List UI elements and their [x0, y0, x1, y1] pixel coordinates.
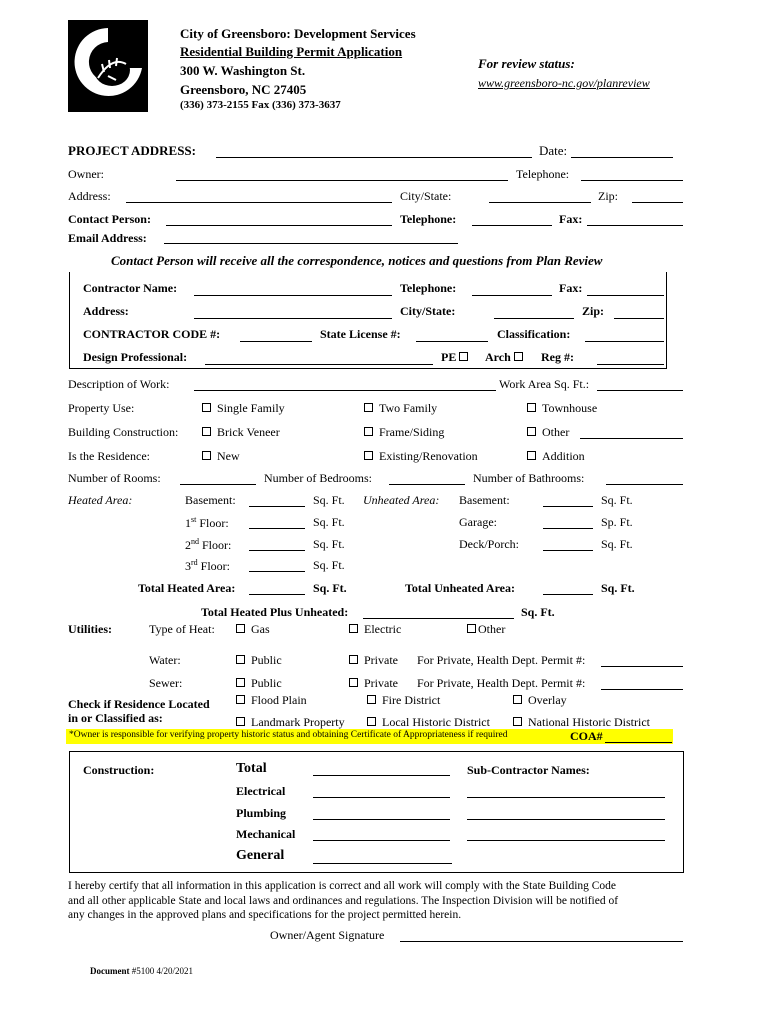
total-field[interactable] [313, 775, 450, 776]
certify-line-1: I hereby certify that all information in this application is correct and all work will comply with the State Building Code [68, 880, 617, 892]
contractor-name-label: Contractor Name: [83, 281, 178, 295]
subcontractor-label: Sub-Contractor Names: [467, 763, 590, 777]
contractor-code-field[interactable] [240, 341, 312, 342]
other-heat-checkbox[interactable] [467, 624, 476, 633]
plumbing-field[interactable] [313, 819, 450, 820]
total-plus-label: Total Heated Plus Unheated: [201, 605, 349, 619]
certify-line-2: and all other applicable State and local laws and ordinances and regulations. The Inspection Division will be notified of [68, 895, 619, 907]
plumbing-label: Plumbing [236, 806, 287, 820]
other-construction-field[interactable] [580, 438, 683, 439]
other-construction-option[interactable] [527, 425, 569, 440]
date-field[interactable] [571, 157, 673, 158]
contractor-fax-field[interactable] [587, 295, 664, 296]
contractor-code-label: CONTRACTOR CODE #: [83, 327, 221, 341]
arch-label: Arch [485, 350, 511, 364]
floor1-word: Floor: [199, 516, 229, 530]
garage-field[interactable] [543, 528, 593, 529]
two-family-label: Two Family [379, 401, 438, 415]
floor3-word: Floor: [200, 559, 231, 573]
sewer-public-label: Public [251, 676, 282, 690]
heat-type-label: Type of Heat: [149, 622, 215, 636]
signature-label: Owner/Agent Signature [270, 928, 385, 942]
located-label-1: Check if Residence Located [68, 697, 210, 711]
total-heated-unit: Sq. Ft. [313, 581, 347, 595]
description-field[interactable] [194, 390, 496, 391]
single-family-option[interactable] [202, 401, 285, 416]
new-checkbox[interactable] [202, 451, 211, 460]
coa-field[interactable] [605, 742, 672, 743]
contractor-name-field[interactable] [194, 295, 392, 296]
zip-field[interactable] [632, 202, 683, 203]
townhouse-label: Townhouse [542, 401, 598, 415]
townhouse-option[interactable] [527, 401, 597, 416]
plan-review-link[interactable]: www.greensboro-nc.gov/planreview [478, 76, 650, 90]
deck-unit: Sq. Ft. [601, 537, 633, 551]
other-heat-label: Other [478, 622, 506, 636]
flood-plain-checkbox[interactable] [236, 695, 245, 704]
contact-note: Contact Person will receive all the correspondence, notices and questions from Plan Review [111, 253, 603, 268]
contractor-telephone-label: Telephone: [400, 281, 457, 295]
org-city: Greensboro, NC 27405 [180, 82, 307, 97]
contractor-zip-label: Zip: [582, 304, 605, 318]
bathrooms-label: Number of Bathrooms: [473, 471, 585, 485]
fire-district-checkbox[interactable] [367, 695, 376, 704]
property-use-label: Property Use: [68, 401, 135, 415]
form-title: Residential Building Permit Application [180, 44, 403, 59]
bathrooms-field[interactable] [606, 484, 683, 485]
sewer-public-option[interactable] [236, 676, 282, 691]
contractor-city-label: City/State: [400, 304, 456, 318]
floor3-unit: Sq. Ft. [313, 558, 345, 572]
two-family-option[interactable] [364, 401, 437, 416]
electric-label: Electric [364, 622, 402, 636]
unheated-basement-unit: Sq. Ft. [601, 493, 633, 507]
email-label: Email Address: [68, 231, 147, 245]
owner-telephone-field[interactable] [581, 180, 683, 181]
fire-district-label: Fire District [382, 693, 441, 707]
coa-label: COA# [570, 729, 603, 743]
rooms-field[interactable] [180, 484, 256, 485]
flood-plain-label: Flood Plain [251, 693, 307, 707]
owner-telephone-label: Telephone: [516, 167, 570, 181]
floor3-number: 3 [185, 559, 191, 573]
electric-checkbox[interactable] [349, 624, 358, 633]
total-unheated-label: Total Unheated Area: [405, 581, 516, 595]
existing-checkbox[interactable] [364, 451, 373, 460]
total-plus-unit: Sq. Ft. [521, 605, 555, 619]
contact-person-label: Contact Person: [68, 212, 151, 226]
addition-label: Addition [542, 449, 585, 463]
document-id: #5100 4/20/2021 [131, 966, 194, 976]
floor3-field[interactable] [249, 571, 305, 572]
water-public-option[interactable] [236, 653, 282, 668]
water-private-option[interactable] [349, 653, 398, 668]
org-phones: (336) 373-2155 Fax (336) 373-3637 [180, 99, 341, 111]
gas-checkbox[interactable] [236, 624, 245, 633]
bedrooms-label: Number of Bedrooms: [264, 471, 372, 485]
overlay-checkbox[interactable] [513, 695, 522, 704]
unheated-basement-label: Basement: [459, 493, 510, 507]
contractor-telephone-field[interactable] [472, 295, 552, 296]
mechanical-field[interactable] [313, 840, 450, 841]
construction-box [69, 751, 684, 873]
brick-veneer-label: Brick Veneer [217, 425, 280, 439]
project-address-label: PROJECT ADDRESS: [68, 143, 196, 158]
new-option[interactable] [202, 449, 240, 464]
bedrooms-field[interactable] [389, 484, 465, 485]
total-plus-field[interactable] [363, 618, 514, 619]
floor1-suffix: st [191, 515, 197, 524]
total-unheated-field[interactable] [543, 594, 593, 595]
reg-label: Reg #: [541, 350, 574, 364]
total-unheated-unit: Sq. Ft. [601, 581, 635, 595]
heated-area-label: Heated Area: [68, 493, 133, 507]
flood-plain-option[interactable] [236, 693, 307, 708]
other-construction-checkbox[interactable] [527, 427, 536, 436]
overlay-option[interactable] [513, 693, 567, 708]
water-public-checkbox[interactable] [236, 655, 245, 664]
certify-line-3: any changes in the approved plans and specifications for the project permitted herein. [68, 909, 462, 921]
single-family-label: Single Family [217, 401, 285, 415]
landmark-label: Landmark Property [251, 715, 345, 729]
water-public-label: Public [251, 653, 282, 667]
heated-basement-field[interactable] [249, 506, 305, 507]
floor1-field[interactable] [249, 528, 305, 529]
deck-label: Deck/Porch: [459, 537, 519, 551]
classification-label: Classification: [497, 327, 571, 341]
contact-fax-label: Fax: [559, 212, 583, 226]
design-professional-field[interactable] [205, 364, 433, 365]
existing-option[interactable] [364, 449, 478, 464]
water-permit-label: For Private, Health Dept. Permit #: [417, 653, 586, 667]
owner-field[interactable] [176, 180, 508, 181]
water-private-checkbox[interactable] [349, 655, 358, 664]
sewer-private-label: Private [364, 676, 398, 690]
contractor-city-field[interactable] [494, 318, 574, 319]
contact-telephone-label: Telephone: [400, 212, 457, 226]
electrical-label: Electrical [236, 784, 286, 798]
brick-veneer-checkbox[interactable] [202, 427, 211, 436]
new-label: New [217, 449, 240, 463]
overlay-label: Overlay [528, 693, 567, 707]
general-field[interactable] [313, 863, 452, 864]
work-area-field[interactable] [597, 390, 683, 391]
frame-siding-checkbox[interactable] [364, 427, 373, 436]
project-address-field[interactable] [216, 157, 532, 158]
address-field[interactable] [126, 202, 392, 203]
electrical-field[interactable] [313, 797, 450, 798]
national-historic-checkbox[interactable] [513, 717, 522, 726]
located-label-2: in or Classified as: [68, 711, 163, 725]
owner-label: Owner: [68, 167, 104, 181]
arch-option[interactable] [485, 350, 529, 365]
fire-district-option[interactable] [367, 693, 440, 708]
email-field[interactable] [164, 243, 458, 244]
total-heated-label: Total Heated Area: [138, 581, 236, 595]
floor2-field[interactable] [249, 550, 305, 551]
addition-option[interactable] [527, 449, 585, 464]
floor3-label [185, 558, 230, 574]
org-name: City of Greensboro: Development Services [180, 26, 416, 41]
sewer-label: Sewer: [149, 676, 183, 690]
pe-label: PE [441, 350, 457, 364]
floor1-label [185, 515, 229, 531]
frame-siding-option[interactable] [364, 425, 444, 440]
sewer-public-checkbox[interactable] [236, 678, 245, 687]
gas-label: Gas [251, 622, 270, 636]
water-permit-field[interactable] [601, 666, 683, 667]
description-label: Description of Work: [68, 377, 170, 391]
floor2-unit: Sq. Ft. [313, 537, 345, 551]
local-historic-checkbox[interactable] [367, 717, 376, 726]
signature-field[interactable] [400, 941, 683, 942]
contact-telephone-field[interactable] [472, 225, 552, 226]
floor2-suffix: nd [191, 537, 199, 546]
water-private-label: Private [364, 653, 398, 667]
single-family-checkbox[interactable] [202, 403, 211, 412]
electric-option[interactable] [349, 622, 401, 637]
garage-unit: Sp. Ft. [601, 515, 633, 529]
floor3-suffix: rd [191, 558, 198, 567]
total-label: Total [236, 761, 267, 776]
pe-checkbox[interactable] [459, 352, 468, 361]
landmark-checkbox[interactable] [236, 717, 245, 726]
other-heat-option[interactable] [467, 622, 505, 637]
residence-label: Is the Residence: [68, 449, 150, 463]
floor1-unit: Sq. Ft. [313, 515, 345, 529]
document-number [90, 966, 193, 976]
city-logo [68, 20, 148, 112]
frame-siding-label: Frame/Siding [379, 425, 445, 439]
contact-person-field[interactable] [166, 225, 392, 226]
garage-label: Garage: [459, 515, 497, 529]
other-construction-label: Other [542, 425, 570, 439]
local-historic-label: Local Historic District [382, 715, 490, 729]
rooms-label: Number of Rooms: [68, 471, 161, 485]
city-state-label: City/State: [400, 189, 452, 203]
contractor-address-field[interactable] [194, 318, 392, 319]
floor1-number: 1 [185, 516, 191, 530]
gas-option[interactable] [236, 622, 270, 637]
contractor-address-label: Address: [83, 304, 129, 318]
general-label: General [236, 848, 285, 863]
reg-field[interactable] [597, 364, 664, 365]
electrical-sub-field[interactable] [467, 797, 665, 798]
deck-field[interactable] [543, 550, 593, 551]
mechanical-sub-field[interactable] [467, 840, 665, 841]
landmark-option[interactable] [236, 715, 345, 730]
addition-checkbox[interactable] [527, 451, 536, 460]
contact-fax-field[interactable] [587, 225, 683, 226]
brick-veneer-option[interactable] [202, 425, 280, 440]
building-construction-label: Building Construction: [68, 425, 179, 439]
unheated-basement-field[interactable] [543, 506, 593, 507]
design-professional-label: Design Professional: [83, 350, 188, 364]
sewer-permit-field[interactable] [601, 689, 683, 690]
floor2-word: Floor: [202, 538, 232, 552]
mechanical-label: Mechanical [236, 827, 296, 841]
sewer-permit-label: For Private, Health Dept. Permit #: [417, 676, 586, 690]
state-license-field[interactable] [416, 341, 488, 342]
floor2-label [185, 537, 231, 553]
national-historic-label: National Historic District [528, 715, 650, 729]
state-license-label: State License #: [320, 327, 401, 341]
classification-field[interactable] [585, 341, 664, 342]
zip-label: Zip: [598, 189, 618, 203]
utilities-label: Utilities: [68, 622, 112, 636]
pe-option[interactable] [441, 350, 474, 365]
sewer-private-option[interactable] [349, 676, 398, 691]
local-historic-option[interactable] [367, 715, 490, 730]
date-label: Date: [539, 143, 568, 158]
contractor-zip-field[interactable] [614, 318, 664, 319]
city-state-field[interactable] [489, 202, 591, 203]
existing-label: Existing/Renovation [379, 449, 478, 463]
heated-basement-label: Basement: [185, 493, 236, 507]
sewer-private-checkbox[interactable] [349, 678, 358, 687]
plumbing-sub-field[interactable] [467, 819, 665, 820]
document-label: Document [90, 966, 130, 976]
historic-note: *Owner is responsible for verifying property historic status and obtaining Certificate of Appropriateness if required [69, 730, 508, 740]
heated-basement-unit: Sq. Ft. [313, 493, 345, 507]
national-historic-option[interactable] [513, 715, 650, 730]
townhouse-checkbox[interactable] [527, 403, 536, 412]
water-label: Water: [149, 653, 181, 667]
contractor-fax-label: Fax: [559, 281, 583, 295]
org-street: 300 W. Washington St. [180, 63, 306, 78]
construction-label: Construction: [83, 763, 155, 777]
total-heated-field[interactable] [249, 594, 305, 595]
address-label: Address: [68, 189, 111, 203]
arch-checkbox[interactable] [514, 352, 523, 361]
two-family-checkbox[interactable] [364, 403, 373, 412]
unheated-area-label: Unheated Area: [363, 493, 440, 507]
review-status-label: For review status: [478, 56, 575, 71]
floor2-number: 2 [185, 538, 191, 552]
work-area-label: Work Area Sq. Ft.: [499, 377, 590, 391]
